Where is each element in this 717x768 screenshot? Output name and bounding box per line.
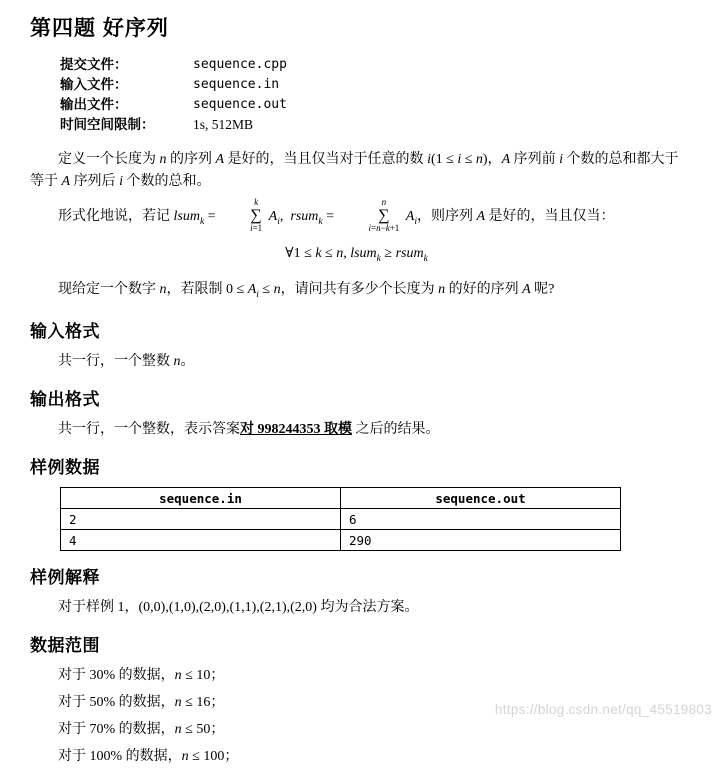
meta-value: sequence.cpp <box>193 57 287 72</box>
table-row <box>61 530 621 551</box>
meta-label: 时间空间限制： <box>60 117 155 132</box>
explanation-body: 对于样例 1，(0,0),(1,0),(2,0),(1,1),(2,1),(2,0) 均为合法方案。 <box>58 600 419 616</box>
section-heading-input-format: 输入格式 <box>30 322 100 342</box>
sample-table-header-in: sequence.in <box>61 488 341 509</box>
table-cell-output: 6 <box>341 509 621 530</box>
watermark: https://blog.csdn.net/qq_45519803 <box>494 702 712 717</box>
table-row <box>61 509 621 530</box>
section-heading-samples: 样例数据 <box>30 458 100 478</box>
data-range-line-100: 对于 100% 的数据，n ≤ 100； <box>58 749 239 765</box>
statement-paragraph-definition: 定义一个长度为 n 的序列 A 是好的，当且仅当对于任意的数 i(1 ≤ i ≤ n)，A 序列前 i 个数的总和都大于等于 A 序列后 i 个数的总和。 <box>30 152 679 189</box>
meta-value: sequence.in <box>193 77 280 92</box>
sample-table-header-out: sequence.out <box>341 488 621 509</box>
table-cell-input: 2 <box>61 509 341 530</box>
meta-row-input-file <box>60 75 683 95</box>
section-heading-explanation: 样例解释 <box>30 568 100 588</box>
table-cell-output: 290 <box>341 530 621 551</box>
table-cell-input: 4 <box>61 530 341 551</box>
display-formula: ∀1 ≤ k ≤ n, lsum$_k$ ≥ rsum$_k$ <box>285 245 428 264</box>
meta-value: 1s, 512MB <box>193 117 254 132</box>
meta-row-output-file <box>60 95 683 115</box>
meta-label: 输入文件： <box>60 77 128 92</box>
input-format-body: 共一行，一个整数 n。 <box>58 354 195 370</box>
data-range-line-50: 对于 50% 的数据，n ≤ 16； <box>58 695 225 711</box>
statement-paragraph-question: 现给定一个数字 n，若限制 $0 \le A_i \le n$，请问共有多少个长度为 n 的好的序列 A 呢? <box>58 281 555 300</box>
meta-row-time-space-limit <box>60 115 683 135</box>
section-heading-data-range: 数据范围 <box>30 636 100 656</box>
file-info-block <box>60 55 683 135</box>
problem-title: 第四题 好序列 <box>30 17 169 40</box>
meta-row-submit-file <box>60 55 683 75</box>
sample-table-header-row <box>61 488 621 509</box>
sample-table <box>60 487 621 551</box>
data-range-line-30: 对于 30% 的数据，n ≤ 10； <box>58 668 225 684</box>
meta-label: 提交文件： <box>60 57 128 72</box>
statement-paragraph-formal: 形式化地说，若记 lsum$_k$ = k ∑ i=1 $A_i$, rsum$_k$ = n ∑ i=n−k+1 $A_i$，则序列 A 是好的，当且仅当： <box>58 197 615 233</box>
meta-value: sequence.out <box>193 97 287 112</box>
section-heading-output-format: 输出格式 <box>30 390 100 410</box>
meta-label: 输出文件： <box>60 97 128 112</box>
output-format-body: 共一行，一个整数，表示答案对 998244353 取模 之后的结果。 <box>58 422 440 438</box>
data-range-line-70: 对于 70% 的数据，n ≤ 50； <box>58 722 225 738</box>
